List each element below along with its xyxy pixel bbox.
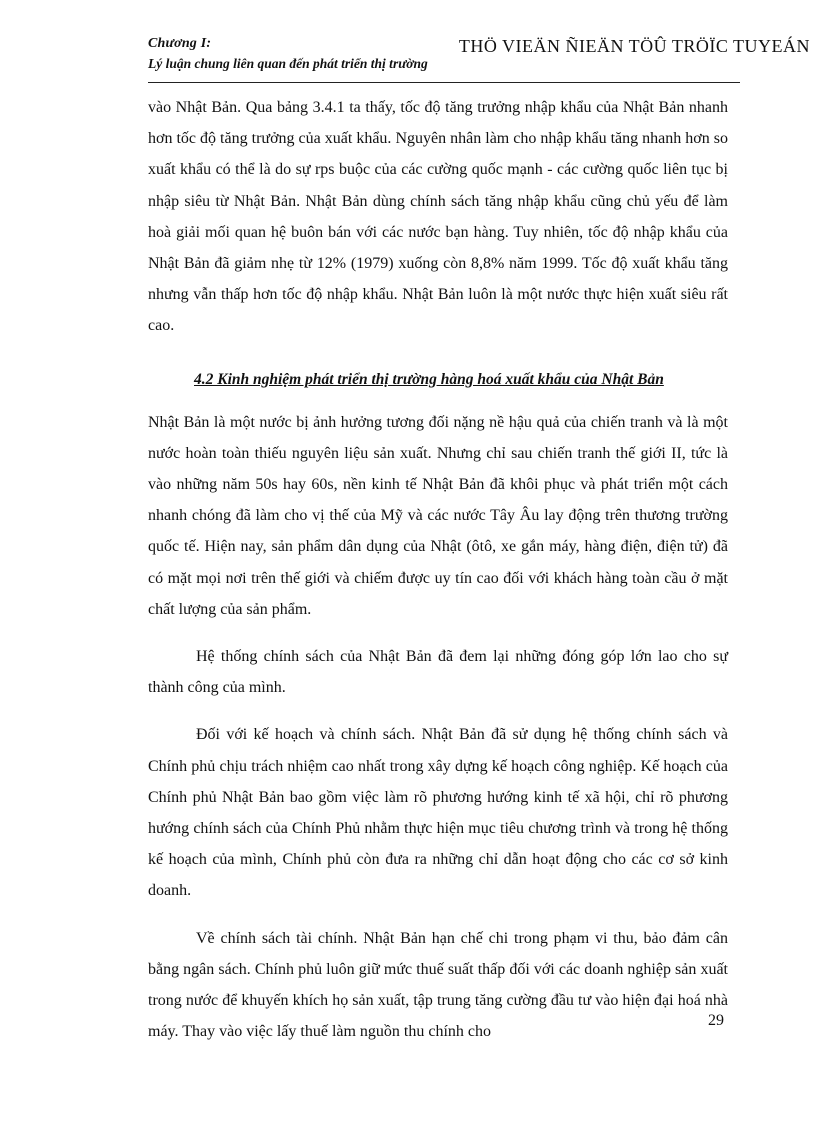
header-divider — [148, 82, 740, 83]
section-heading: 4.2 Kinh nghiệm phát triển thị trường hàng hoá xuất khẩu của Nhật Bản — [194, 370, 664, 388]
paragraph-section-3: Đối với kế hoạch và chính sách. Nhật Bản đã sử dụng hệ thống chính sách và Chính phủ chịu trách nhiệm cao nhất trong xây dựng kế hoạch công nghiệp. Kế hoạch của Chính phủ Nhật Bản bao gồm việc làm rõ phương hướng kinh tế xã hội, chỉ rõ phương hướng chính sách của Chính Phủ nhằm thực hiện mục tiêu chương trình và trong hệ thống kế hoạch của mình, Chính phủ còn đưa ra những chỉ dẫn hoạt động cho các cơ sở kinh doanh. — [148, 726, 728, 900]
chapter-label: Chương I: — [148, 36, 212, 51]
page-number: 29 — [708, 1012, 724, 1029]
paragraph-section-1: Nhật Bản là một nước bị ảnh hưởng tương đối nặng nề hậu quả của chiến tranh và là một nước hoàn toàn thiếu nguyên liệu sản xuất. Nhưng chỉ sau chiến tranh thế giới II, tức là vào những năm 50s hay 60s, nền kinh tế Nhật Bản đã khôi phục và phát triển một cách nhanh chóng đã làm cho vị thế của Mỹ và các nước Tây Âu lay động trên thương trường quốc tế. Hiện nay, sản phẩm dân dụng của Nhật (ôtô, xe gắn máy, hàng điện, điện tử) đã có mặt mọi nơi trên thế giới và chiếm được uy tín cao đối với khách hàng toàn cầu ở mặt chất lượng của sản phẩm. — [148, 413, 728, 618]
paragraph-section-2: Hệ thống chính sách của Nhật Bản đã đem lại những đóng góp lớn lao cho sự thành công của mình. — [148, 648, 728, 697]
page-body — [148, 92, 728, 1047]
chapter-subtitle: Lý luận chung liên quan đến phát triển thị trường — [148, 56, 428, 71]
library-watermark: THÖ VIEÄN ÑIEÄN TÖÛ TRÖÏC TUYEÁN — [458, 36, 810, 56]
page-header — [148, 36, 810, 86]
paragraph-intro: vào Nhật Bản. Qua bảng 3.4.1 ta thấy, tốc độ tăng trưởng nhập khẩu của Nhật Bản nhanh hơn tốc độ tăng trưởng của xuất khẩu. Nguyên nhân làm cho nhập khẩu tăng nhanh hơn so xuất khẩu có thể là do sự rps buộc của các cường quốc mạnh - các cường quốc liên tục bị nhập siêu từ Nhật Bản. Nhật Bản dùng chính sách tăng nhập khẩu cũng chủ yếu để làm hoà giải mối quan hệ buôn bán với các nước bạn hàng. Tuy nhiên, tốc độ nhập khẩu của Nhật Bản đã giảm nhẹ từ 12% (1979) xuống còn 8,8% năm 1999. Tốc độ xuất khẩu tăng nhưng vẫn thấp hơn tốc độ nhập khẩu. Nhật Bản luôn là một nước thực hiện xuất siêu rất cao. — [148, 99, 728, 335]
paragraph-section-4: Về chính sách tài chính. Nhật Bản hạn chế chi trong phạm vi thu, bảo đảm cân bằng ngân sách. Chính phủ luôn giữ mức thuế suất thấp đối với các doanh nghiệp sản xuất trong nước để khuyến khích họ sản xuất, tập trung tăng cường đầu tư vào hiện đại hoá nhà máy. Thay vào việc lấy thuế làm nguồn thu chính cho — [148, 929, 728, 1041]
